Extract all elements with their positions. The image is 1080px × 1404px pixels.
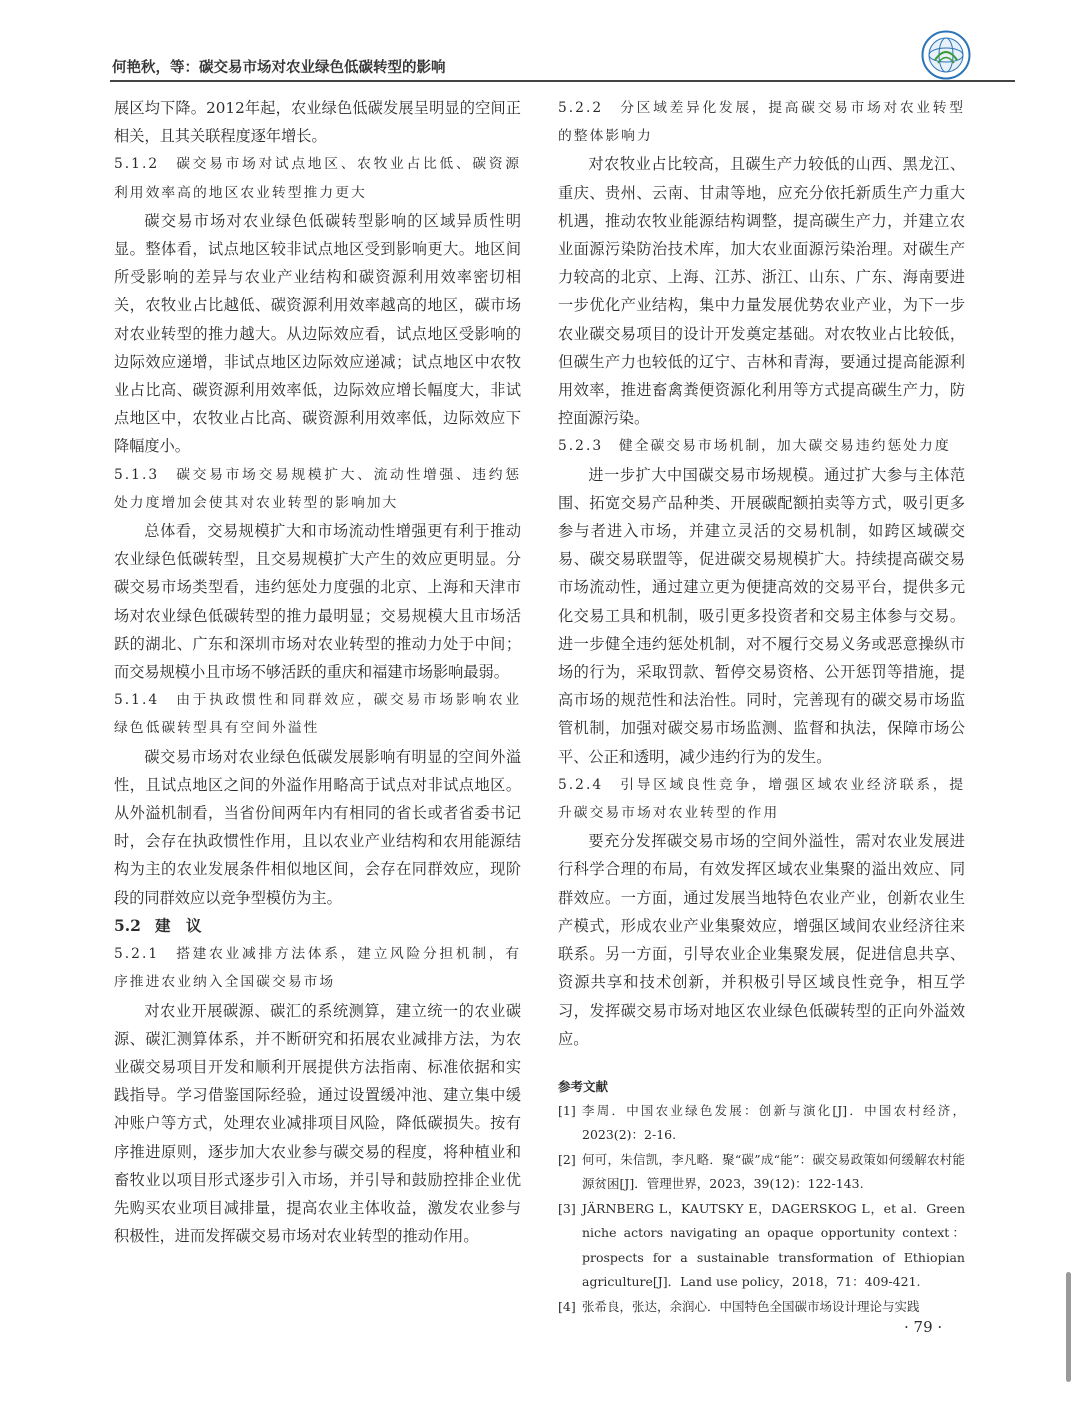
body-paragraph: 碳交易市场对农业绿色低碳发展影响有明显的空间外溢性，且试点地区之间的外溢作用略高于试点对非试点地区。从外溢机制看，当省份间两年内有相同的省长或者省委书记时，会存在执政惯性作用，且以农业产业结构和农用能源结构为主的农业发展条件相似地区间，会存在同群效应，现阶段的同群效应以竞争型模仿为主。 xyxy=(114,747,521,907)
subsection-heading: 5.1.3 碳交易市场交易规模扩大、流动性增强、违约惩处力度增加会使其对农业转型的影响加大 xyxy=(114,466,521,511)
running-title: 何艳秋，等：碳交易市场对农业绿色低碳转型的影响 xyxy=(112,60,446,76)
reference-number: [2] xyxy=(558,1151,576,1167)
header-rule xyxy=(110,80,1015,82)
reference-item xyxy=(558,1099,965,1148)
reference-item xyxy=(558,1295,965,1320)
reference-number: [4] xyxy=(558,1298,576,1314)
reference-text: 何可，朱信凯，李凡略．聚“碳”成“能”：碳交易政策如何缓解农村能源贫困[J]．管理世界，2023，39(12)：122-143. xyxy=(582,1151,965,1192)
body-paragraph: 碳交易市场对农业绿色低碳转型影响的区域异质性明显。整体看，试点地区较非试点地区受到影响更大。地区间所受影响的差异与农业产业结构和碳资源利用效率密切相关，农牧业占比越低、碳资源利用效率越高的地区，碳市场对农业转型的推力越大。从边际效应看，试点地区受影响的边际效应递增，非试点地区边际效应递减；试点地区中农牧业占比高、碳资源利用效率低，边际效应增长幅度大，非试点地区中，农牧业占比高、碳资源利用效率低，边际效应下降幅度小。 xyxy=(114,211,521,456)
reference-item xyxy=(558,1148,965,1197)
subsection-heading: 5.2.1 搭建农业减排方法体系，建立风险分担机制，有序推进农业纳入全国碳交易市场 xyxy=(114,946,521,991)
right-column xyxy=(558,94,965,1319)
references-title: 参考文献 xyxy=(558,1078,609,1094)
reference-number: [3] xyxy=(558,1200,576,1216)
subsection-heading: 5.2.2 分区域差异化发展，提高碳交易市场对农业转型的整体影响力 xyxy=(558,100,965,145)
section-title: 建 议 xyxy=(154,915,202,935)
left-column xyxy=(114,94,521,1250)
subsection-heading: 5.2.3 健全碳交易市场机制，加大碳交易违约惩处力度 xyxy=(558,438,951,455)
body-paragraph: 进一步扩大中国碳交易市场规模。通过扩大参与主体范围、拓宽交易产品种类、开展碳配额拍卖等方式，吸引更多参与者进入市场，并建立灵活的交易机制，如跨区域碳交易、碳交易联盟等，促进碳交易规模扩大。持续提高碳交易市场流动性，通过建立更为便捷高效的交易平台，提供多元化交易工具和机制，吸引更多投资者和交易主体参与交易。进一步健全违约惩处机制，对不履行交易义务或恶意操纵市场的行为，采取罚款、暂停交易资格、公开惩罚等措施，提高市场的规范性和法治性。同时，完善现有的碳交易市场监管机制，加强对碳交易市场监测、监督和执法，保障市场公平、公正和透明，减少违约行为的发生。 xyxy=(558,465,965,766)
journal-logo-icon xyxy=(921,30,971,80)
section-heading xyxy=(114,912,521,940)
body-paragraph: 展区均下降。2012年起，农业绿色低碳发展呈明显的空间正相关，且其关联程度逐年增长。 xyxy=(114,99,521,146)
references-list xyxy=(558,1099,965,1320)
page-number: · 79 · xyxy=(904,1318,943,1336)
reference-text: JÄRNBERG L，KAUTSKY E，DAGERSKOG L，et al．Green niche actors navigating an opaque opportunity context：prospects for a sustainable transformation of Ethiopian agriculture[J]．Land use policy，2018，71：409-421. xyxy=(582,1200,965,1290)
reference-number: [1] xyxy=(558,1102,576,1118)
body-paragraph: 要充分发挥碳交易市场的空间外溢性，需对农业发展进行科学合理的布局，有效发挥区域农业集聚的溢出效应、同群效应。一方面，通过发展当地特色农业产业，创新农业生产模式，形成农业产业集聚效应，增强区域间农业经济往来联系。另一方面，引导农业企业集聚发展，促进信息共享、资源共享和技术创新，并积极引导区域良性竞争，相互学习，发挥碳交易市场对地区农业绿色低碳转型的正向外溢效应。 xyxy=(558,832,965,1048)
body-paragraph: 对农牧业占比较高，且碳生产力较低的山西、黑龙江、重庆、贵州、云南、甘肃等地，应充分依托新质生产力重大机遇，推动农牧业能源结构调整，提高碳生产力，并建立农业面源污染防治技术库，加大农业面源污染治理。对碳生产力较高的北京、上海、江苏、浙江、山东、广东、海南要进一步优化产业结构，集中力量发展优势农业产业，为下一步农业碳交易项目的设计开发奠定基础。对农牧业占比较低，但碳生产力也较低的辽宁、吉林和青海，要通过提高能源利用效率，推进畜禽粪便资源化利用等方式提高碳生产力，防控面源污染。 xyxy=(558,155,965,428)
subsection-heading: 5.2.4 引导区域良性竞争，增强区域农业经济联系，提升碳交易市场对农业转型的作用 xyxy=(558,776,965,822)
subsection-heading: 5.1.4 由于执政惯性和同群效应，碳交易市场影响农业绿色低碳转型具有空间外溢性 xyxy=(114,692,521,737)
body-paragraph: 总体看，交易规模扩大和市场流动性增强更有利于推动农业绿色低碳转型，且交易规模扩大产生的效应更明显。分碳交易市场类型看，违约惩处力度强的北京、上海和天津市场对农业绿色低碳转型的推力最明显；交易规模大且市场活跃的湖北、广东和深圳市场对农业转型的推动力处于中间；而交易规模小且市场不够活跃的重庆和福建市场影响最弱。 xyxy=(114,522,521,682)
scrollbar-thumb[interactable] xyxy=(1066,1272,1071,1382)
body-paragraph: 对农业开展碳源、碳汇的系统测算，建立统一的农业碳源、碳汇测算体系，并不断研究和拓展农业减排方法，为农业碳交易项目开发和顺利开展提供方法指南、标准依据和实践指导。学习借鉴国际经验，通过设置缓冲池、建立集中缓冲账户等方式，处理农业减排项目风险，降低碳损失。按有序推进原则，逐步加大农业参与碳交易的程度，将种植业和畜牧业以项目形式逐步引入市场，并引导和鼓励控排企业优先购买农业项目减排量，提高农业主体收益，激发农业参与积极性，进而发挥碳交易市场对农业转型的推动作用。 xyxy=(114,1001,521,1246)
subsection-heading: 5.1.2 碳交易市场对试点地区、农牧业占比低、碳资源利用效率高的地区农业转型推力更大 xyxy=(114,156,521,201)
reference-text: 李周．中国农业绿色发展：创新与演化[J]．中国农村经济，2023(2)：2-16. xyxy=(582,1102,965,1143)
section-number: 5.2 xyxy=(114,915,141,935)
reference-text: 张希良，张达，余润心．中国特色全国碳市场设计理论与实践 xyxy=(582,1298,920,1314)
reference-item xyxy=(558,1197,965,1295)
